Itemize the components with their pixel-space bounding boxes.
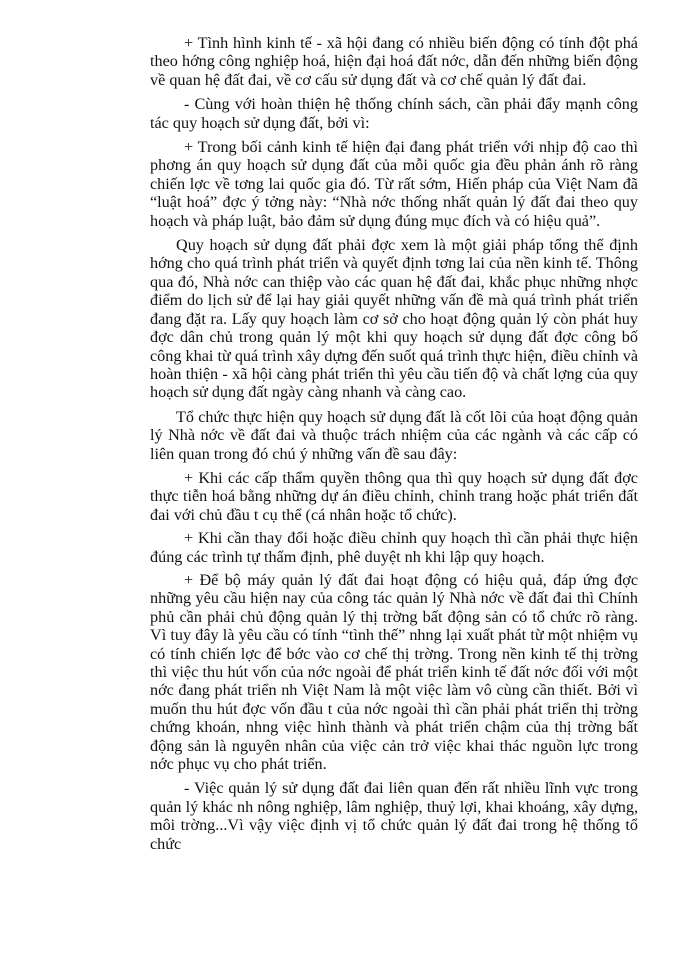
paragraph: + Để bộ máy quản lý đất đai hoạt động có hiệu quả, đáp ứng đợc những yêu cầu hiện nay của công tác quản lý Nhà nớc về đất đai thì Chính phủ cần phải chủ động quản lý thị trờng bất động sản có tổ chức rõ ràng. Vì tuy đây là yêu cầu có tính “tình thế” nhng lại xuất phát từ một nhiệm vụ có tính chiến lợc để bớc vào cơ chế thị trờng. Trong nền kinh tế thị trờng thì việc thu hút vốn của nớc ngoài để phát triển kinh tế đất nớc đối với một nớc đang phát triển nh Việt Nam là một việc làm vô cùng cần thiết. Bởi vì muốn thu hút đợc vốn đầu t của nớc ngoài thì cần phải phát triển thị trờng chứng khoán, nhng việc hình thành và phát triển chậm của thị trờng bất động sản là nguyên nhân của việc cản trở việc khai thác nguồn lực trong nớc phục vụ cho phát triển.: [150, 570, 638, 774]
paragraph: + Tình hình kinh tế - xã hội đang có nhiều biến động có tính đột phá theo hớng công nghiệp hoá, hiện đại hoá đất nớc, dẫn đến những biến động về quan hệ đất đai, về cơ cấu sử dụng đất và cơ chế quản lý đất đai.: [150, 34, 638, 89]
paragraph: Tổ chức thực hiện quy hoạch sử dụng đất là cốt lõi của hoạt động quản lý Nhà nớc về đất đai và thuộc trách nhiệm của các ngành và các cấp có liên quan trong đó chú ý những vấn đề sau đây:: [150, 407, 638, 463]
paragraph: - Việc quản lý sử dụng đất đai liên quan đến rất nhiều lĩnh vực trong quản lý khác nh nông nghiệp, lâm nghiệp, thuỷ lợi, khai khoáng, xây dựng, môi trờng...Vì vậy việc định vị tổ chức quản lý đất đai trong hệ thống tổ chức: [150, 779, 638, 853]
paragraph: - Cùng với hoàn thiện hệ thống chính sách, cần phải đẩy mạnh công tác quy hoạch sử dụng đất, bởi vì:: [150, 95, 638, 132]
paragraph: + Trong bối cảnh kinh tế hiện đại đang phát triển với nhịp độ cao thì phơng án quy hoạch sử dụng đất của mỗi quốc gia đều phản ánh rõ ràng chiến lợc về tơng lai quốc gia đó. Từ rất sớm, Hiến pháp của Việt Nam đã “luật hoá” đợc ý tởng này: “Nhà nớc thống nhất quản lý đất đai theo quy hoạch và pháp luật, bảo đảm sử dụng đúng mục đích và có hiệu quả”.: [150, 138, 638, 230]
paragraph: Quy hoạch sử dụng đất phải đợc xem là một giải pháp tổng thể định hớng cho quá trình phát triển và quyết định tơng lai của nền kinh tế. Thông qua đó, Nhà nớc can thiệp vào các quan hệ đất đai, khắc phục những nhợc điểm do lịch sử để lại hay giải quyết những vấn đề mà quá trình phát triển đang đặt ra. Lấy quy hoạch làm cơ sở cho hoạt động quản lý còn phát huy đợc dân chủ trong quản lý một khi quy hoạch sử dụng đất đợc công bố công khai từ quá trình xây dựng đến suốt quá trình thực hiện, điều chỉnh và hoàn thiện - xã hội càng phát triển thì yêu cầu tiến độ và chất lợng của quy hoạch sử dụng đất ngày càng nhanh và càng cao.: [150, 236, 638, 402]
paragraph: + Khi các cấp thẩm quyền thông qua thì quy hoạch sử dụng đất đợc thực tiễn hoá bằng những dự án điều chỉnh, chỉnh trang hoặc phát triển đất đai với chủ đầu t cụ thể (cá nhân hoặc tổ chức).: [150, 468, 638, 524]
document-body: [150, 34, 638, 859]
paragraph: + Khi cần thay đổi hoặc điều chỉnh quy hoạch thì cần phải thực hiện đúng các trình tự thẩm định, phê duyệt nh khi lập quy hoạch.: [150, 529, 638, 566]
